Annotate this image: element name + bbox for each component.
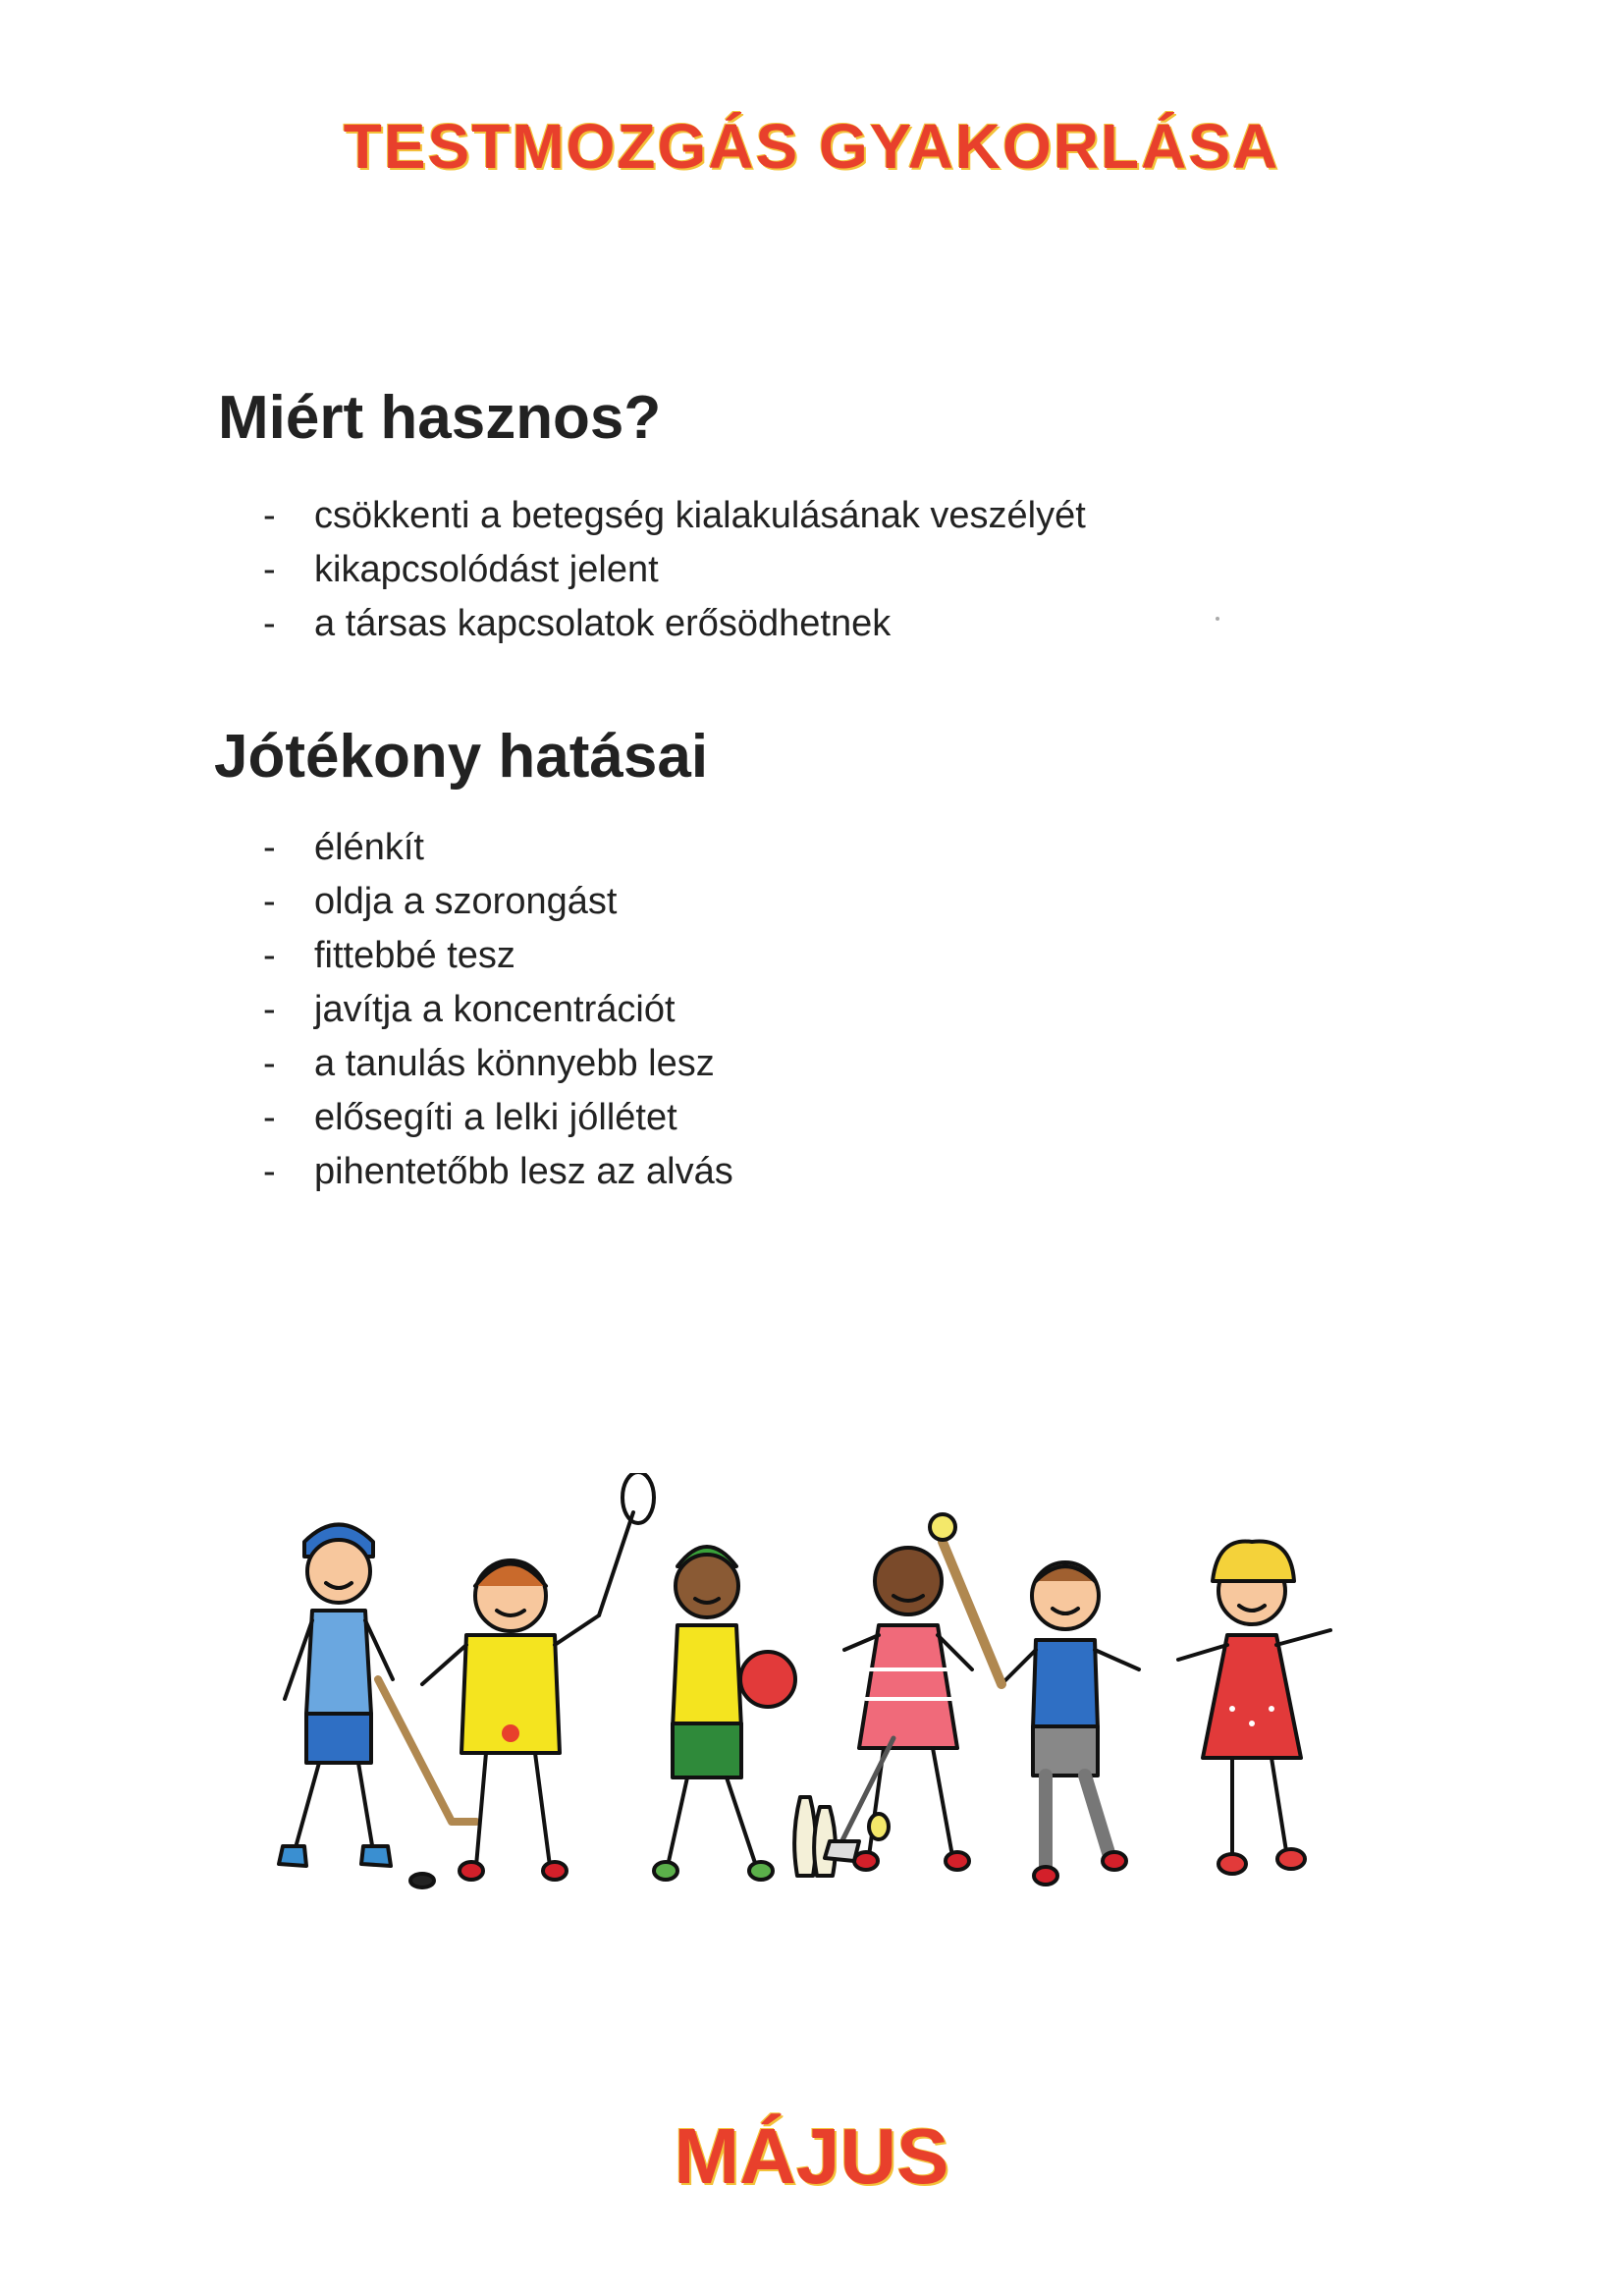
bowling-pins-icon [794,1797,836,1876]
scan-speck [1216,617,1219,621]
bullet-dash: - [263,827,276,868]
list-item: - csökkenti a betegség kialakulásának veszélyét [263,489,1086,543]
list-item: - a társas kapcsolatok erősödhetnek [263,597,1086,651]
section-heading-why-useful: Miért hasznos? [218,384,662,452]
list-item: - javítja a koncentrációt [263,983,733,1037]
list-item: - a tanulás könnyebb lesz [263,1037,733,1091]
bullet-dash: - [263,603,276,644]
month-label: MÁJUS [674,2112,949,2200]
bullet-dash: - [263,989,276,1030]
benefits-list [263,489,1086,651]
section-heading-effects: Jótékony hatásai [214,723,709,791]
bullet-dash: - [263,549,276,590]
list-item: - elősegíti a lelki jóllétet [263,1091,733,1145]
list-item: - pihentetőbb lesz az alvás [263,1145,733,1199]
bullet-dash: - [263,1097,276,1138]
page-title: TESTMOZGÁS GYAKORLÁSA [343,111,1280,182]
kid-red-dress-icon [1178,1542,1330,1875]
bullet-dash: - [263,495,276,536]
bullet-dash: - [263,881,276,922]
bullet-dash: - [263,1151,276,1192]
kid-blue-shirt-icon [930,1514,1139,1885]
children-playing-sports-illustration [265,1473,1394,2003]
list-item: - kikapcsolódást jelent [263,543,1086,597]
effects-list [263,821,733,1199]
kid-pink-dress-icon [825,1548,972,1870]
list-item: - fittebbé tesz [263,929,733,983]
kid-hockey-icon [279,1525,476,1888]
bullet-dash: - [263,935,276,976]
list-item: - élénkít [263,821,733,875]
list-item: - oldja a szorongást [263,875,733,929]
kid-green-cap-icon [654,1547,795,1880]
bullet-dash: - [263,1043,276,1084]
